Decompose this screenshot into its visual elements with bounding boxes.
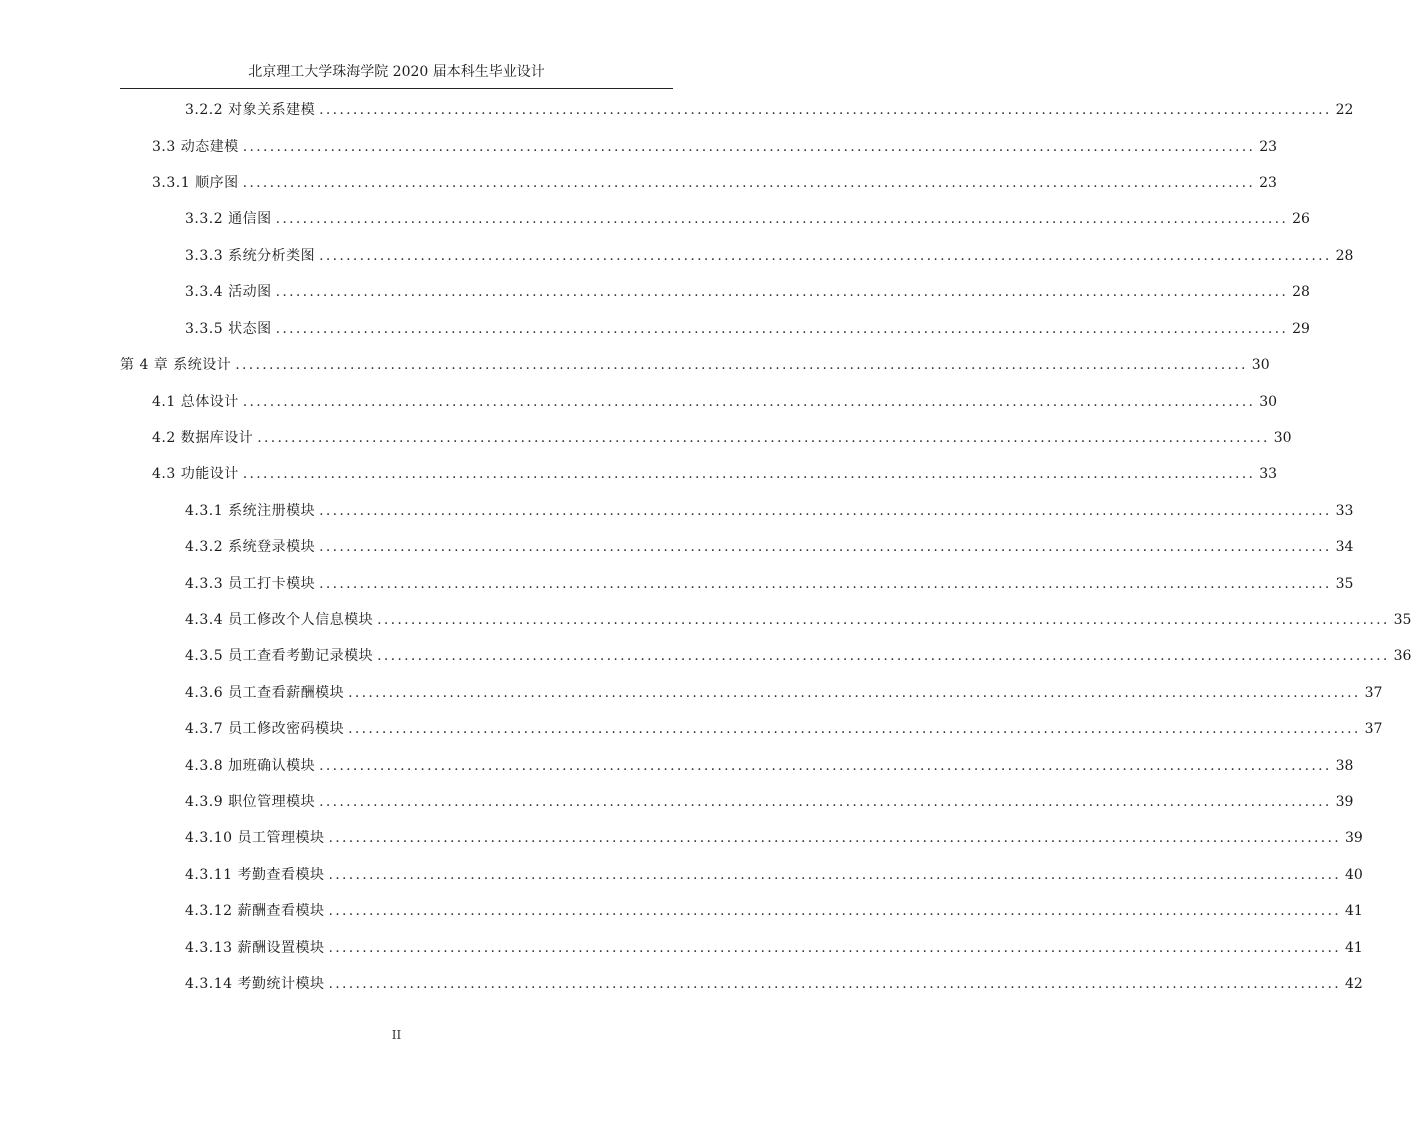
toc-dot-leader: ......................................................................................................................................................	[235, 357, 1248, 373]
toc-dot-leader: ......................................................................................................................................................	[319, 539, 1332, 555]
toc-entry-page: 30	[1259, 394, 1278, 410]
toc-entry[interactable]	[152, 391, 1278, 413]
toc-entry-page: 35	[1335, 576, 1354, 592]
toc-entry-title: 4.3.13 薪酬设置模块	[185, 940, 325, 956]
toc-entry[interactable]	[185, 573, 1354, 595]
toc-dot-leader: ......................................................................................................................................................	[328, 830, 1342, 846]
toc-dot-leader: ......................................................................................................................................................	[348, 685, 1361, 701]
toc-dot-leader: ......................................................................................................................................................	[319, 102, 1332, 118]
toc-entry-page: 30	[1251, 357, 1270, 373]
toc-dot-leader: ......................................................................................................................................................	[319, 794, 1332, 810]
toc-entry[interactable]	[185, 682, 1383, 704]
toc-entry-title: 4.3.4 员工修改个人信息模块	[185, 612, 374, 628]
toc-entry[interactable]	[185, 645, 1411, 667]
toc-entry[interactable]	[185, 900, 1363, 922]
toc-entry-page: 41	[1345, 903, 1363, 919]
toc-entry-page: 35	[1393, 612, 1411, 628]
toc-entry-title: 4.3.3 员工打卡模块	[185, 576, 316, 592]
toc-entry-page: 41	[1345, 940, 1363, 956]
toc-entry-page: 34	[1335, 539, 1354, 555]
toc-entry-page: 36	[1393, 648, 1411, 664]
toc-entry-title: 3.3.4 活动图	[185, 284, 272, 300]
toc-dot-leader: ......................................................................................................................................................	[328, 940, 1342, 956]
toc-dot-leader: ......................................................................................................................................................	[257, 430, 1270, 446]
toc-entry[interactable]	[185, 500, 1354, 522]
toc-entry-title: 4.3.9 职位管理模块	[185, 794, 316, 810]
toc-dot-leader: ......................................................................................................................................................	[319, 758, 1332, 774]
toc-entry-title: 4.3 功能设计	[152, 466, 239, 482]
toc-entry[interactable]	[152, 463, 1278, 485]
toc-entry-title: 4.3.1 系统注册模块	[185, 503, 316, 519]
toc-entry[interactable]	[120, 354, 1270, 376]
toc-entry-page: 28	[1335, 248, 1354, 264]
toc-entry-page: 38	[1335, 758, 1354, 774]
toc-dot-leader: ......................................................................................................................................................	[275, 284, 1289, 300]
toc-entry-title: 4.3.10 员工管理模块	[185, 830, 325, 846]
toc-entry-title: 3.3.3 系统分析类图	[185, 248, 316, 264]
toc-entry[interactable]	[185, 208, 1310, 230]
toc-entry-title: 4.3.6 员工查看薪酬模块	[185, 685, 345, 701]
toc-entry[interactable]	[152, 172, 1277, 194]
toc-entry[interactable]	[185, 791, 1354, 813]
toc-dot-leader: ......................................................................................................................................................	[275, 321, 1289, 337]
toc-entry[interactable]	[185, 99, 1354, 121]
toc-entry-title: 4.3.14 考勤统计模块	[185, 976, 325, 992]
toc-entry[interactable]	[185, 864, 1363, 886]
toc-entry-title: 4.3.8 加班确认模块	[185, 758, 316, 774]
toc-entry-title: 3.3.2 通信图	[185, 211, 272, 227]
toc-dot-leader: ......................................................................................................................................................	[319, 503, 1332, 519]
toc-dot-leader: ......................................................................................................................................................	[242, 139, 1256, 155]
toc-entry-title: 4.3.7 员工修改密码模块	[185, 721, 345, 737]
toc-entry[interactable]	[185, 718, 1383, 740]
toc-dot-leader: ......................................................................................................................................................	[328, 867, 1342, 883]
toc-entry[interactable]	[185, 937, 1363, 959]
toc-dot-leader: ......................................................................................................................................................	[319, 576, 1332, 592]
toc-dot-leader: ......................................................................................................................................................	[348, 721, 1361, 737]
running-header: 北京理工大学珠海学院 2020 届本科生毕业设计	[248, 64, 545, 80]
toc-entry-page: 23	[1259, 175, 1277, 191]
toc-entry[interactable]	[185, 827, 1363, 849]
toc-entry-page: 40	[1345, 867, 1363, 883]
toc-entry[interactable]	[185, 281, 1310, 303]
toc-dot-leader: ......................................................................................................................................................	[328, 903, 1342, 919]
toc-entry-page: 29	[1292, 321, 1310, 337]
toc-entry[interactable]	[185, 755, 1354, 777]
toc-dot-leader: ......................................................................................................................................................	[275, 211, 1289, 227]
toc-entry[interactable]	[152, 136, 1278, 158]
toc-entry[interactable]	[152, 427, 1292, 449]
toc-entry-page: 33	[1335, 503, 1354, 519]
toc-dot-leader: ......................................................................................................................................................	[242, 394, 1256, 410]
toc-entry-page: 37	[1364, 721, 1383, 737]
toc-entry-title: 4.3.2 系统登录模块	[185, 539, 316, 555]
toc-dot-leader: ......................................................................................................................................................	[242, 466, 1256, 482]
toc-entry[interactable]	[185, 973, 1363, 995]
toc-entry-title: 4.3.11 考勤查看模块	[185, 867, 325, 883]
toc-entry[interactable]	[185, 609, 1411, 631]
toc-entry-page: 37	[1364, 685, 1383, 701]
toc-dot-leader: ......................................................................................................................................................	[242, 175, 1256, 191]
toc-entry-page: 39	[1335, 794, 1354, 810]
page-number: II	[391, 1028, 402, 1042]
toc-entry-page: 22	[1335, 102, 1354, 118]
toc-entry-title: 3.3.1 顺序图	[152, 175, 239, 191]
toc-entry-title: 4.1 总体设计	[152, 394, 239, 410]
toc-dot-leader: ......................................................................................................................................................	[328, 976, 1342, 992]
toc-dot-leader: ......................................................................................................................................................	[319, 248, 1332, 264]
toc-entry-title: 4.2 数据库设计	[152, 430, 254, 446]
toc-entry-title: 3.2.2 对象关系建模	[185, 102, 316, 118]
toc-entry-title: 3.3.5 状态图	[185, 321, 272, 337]
toc-entry[interactable]	[185, 318, 1310, 340]
toc-entry[interactable]	[185, 245, 1354, 267]
toc-entry-page: 42	[1345, 976, 1363, 992]
toc-entry-page: 39	[1345, 830, 1363, 846]
toc-entry-title: 第 4 章 系统设计	[120, 357, 232, 373]
toc-dot-leader: ......................................................................................................................................................	[377, 648, 1390, 664]
toc-entry-page: 33	[1259, 466, 1278, 482]
toc-entry-title: 4.3.12 薪酬查看模块	[185, 903, 325, 919]
toc-entry-title: 3.3 动态建模	[152, 139, 239, 155]
toc-entry[interactable]	[185, 536, 1354, 558]
toc-dot-leader: ......................................................................................................................................................	[377, 612, 1390, 628]
toc-entry-page: 23	[1259, 139, 1278, 155]
toc-entry-page: 30	[1273, 430, 1292, 446]
toc-entry-page: 28	[1292, 284, 1310, 300]
toc-entry-title: 4.3.5 员工查看考勤记录模块	[185, 648, 374, 664]
toc-entry-page: 26	[1292, 211, 1310, 227]
